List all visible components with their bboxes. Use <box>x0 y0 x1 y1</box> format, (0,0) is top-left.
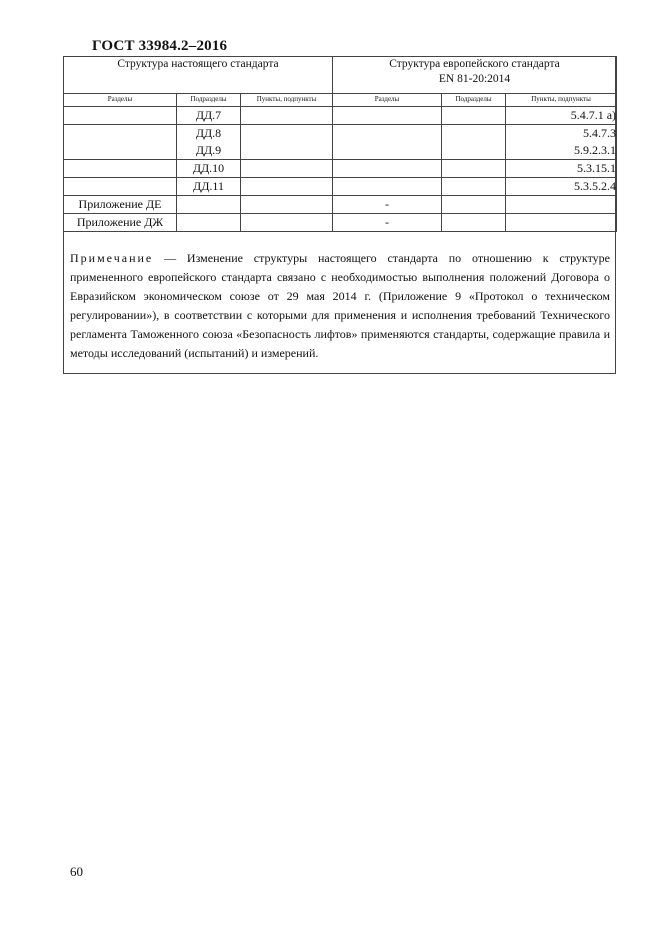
cell-en-subsection <box>442 178 506 196</box>
cell-en-subsection <box>442 125 506 160</box>
en-item-value: 5.4.7.3 <box>583 126 617 140</box>
cell-en-subsection <box>442 214 506 232</box>
table-row <box>64 178 617 196</box>
cell-section <box>64 160 177 178</box>
cell-items <box>241 125 333 160</box>
left-header-title: Структура настоящего стандарта <box>117 58 279 70</box>
cell-subsection <box>177 178 241 196</box>
cell-en-items <box>506 196 617 214</box>
cell-section <box>64 107 177 125</box>
table-row <box>64 214 617 232</box>
subheader-subsections: Подразделы <box>177 94 241 107</box>
subheader-sections: Разделы <box>64 94 177 107</box>
subsection-value: ДД.8 <box>195 126 222 140</box>
cell-subsection <box>177 196 241 214</box>
note-dash: — <box>153 251 187 265</box>
subheader-en-sections: Разделы <box>333 94 442 107</box>
cell-section: Приложение ДЖ <box>64 214 177 232</box>
en-item-value: 5.3.15.1 <box>577 161 617 175</box>
cell-en-items <box>506 178 617 196</box>
subsection-value: ДД.7 <box>195 108 222 122</box>
cell-en-subsection <box>442 160 506 178</box>
cell-subsection <box>177 107 241 125</box>
cell-en-section: - <box>333 214 442 232</box>
subheader-en-items: Пункты, подпункты <box>506 94 617 107</box>
cell-en-items <box>506 214 617 232</box>
subsection-value: ДД.11 <box>193 179 224 193</box>
cell-items <box>241 214 333 232</box>
en-item-value: 5.4.7.1 a) <box>570 108 617 122</box>
cell-subsection <box>177 160 241 178</box>
table-row <box>64 160 617 178</box>
right-header-standard: EN 81-20:2014 <box>438 73 511 85</box>
en-item-value: 5.3.5.2.4 <box>574 179 617 193</box>
table-row <box>64 125 617 160</box>
cell-en-subsection <box>442 107 506 125</box>
cell-items <box>241 107 333 125</box>
cell-en-items <box>506 125 617 160</box>
table-row <box>64 196 617 214</box>
left-header <box>64 57 333 94</box>
subheader-en-subsections: Подразделы <box>442 94 506 107</box>
cell-section <box>64 125 177 160</box>
note-text: Изменение структуры настоящего стандарта по отношению к структуре примененного европейского стандарта связано с необходимостью выполнения положений Договора о Евразийском экономическом союзе от 29 мая 2014 г. (Приложение 9 «Протокол о техническом регулировании»), в соответствии с которыми для применения и исполнения требований Технического регламента Таможенного союза «Безопасность лифтов» применяются стандарты, содержащие правила и методы исследований (испытаний) и измерений. <box>70 251 611 360</box>
note-paragraph <box>70 249 610 363</box>
structure-table <box>63 56 617 232</box>
page-number: 60 <box>70 864 83 879</box>
table-row <box>64 107 617 125</box>
subheader-items: Пункты, подпункты <box>241 94 333 107</box>
cell-items <box>241 178 333 196</box>
cell-en-items <box>506 107 617 125</box>
cell-subsection <box>177 214 241 232</box>
note-label: Примечание <box>70 251 154 265</box>
subsection-value: ДД.10 <box>192 161 225 175</box>
cell-section <box>64 178 177 196</box>
cell-en-section <box>333 160 442 178</box>
en-item-value: 5.9.2.3.1 <box>574 143 617 157</box>
right-header-title: Структура европейского стандарта <box>389 58 560 70</box>
cell-subsection <box>177 125 241 160</box>
cell-en-section <box>333 178 442 196</box>
right-header <box>333 57 617 94</box>
document-code: ГОСТ 33984.2–2016 <box>92 38 228 54</box>
cell-items <box>241 196 333 214</box>
subsection-value: ДД.9 <box>195 143 222 157</box>
table-subheader-row <box>64 94 617 107</box>
table-header-row <box>64 57 617 94</box>
cell-section: Приложение ДЕ <box>64 196 177 214</box>
cell-en-section: - <box>333 196 442 214</box>
cell-en-items <box>506 160 617 178</box>
cell-en-subsection <box>442 196 506 214</box>
cell-items <box>241 160 333 178</box>
cell-en-section <box>333 125 442 160</box>
cell-en-section <box>333 107 442 125</box>
